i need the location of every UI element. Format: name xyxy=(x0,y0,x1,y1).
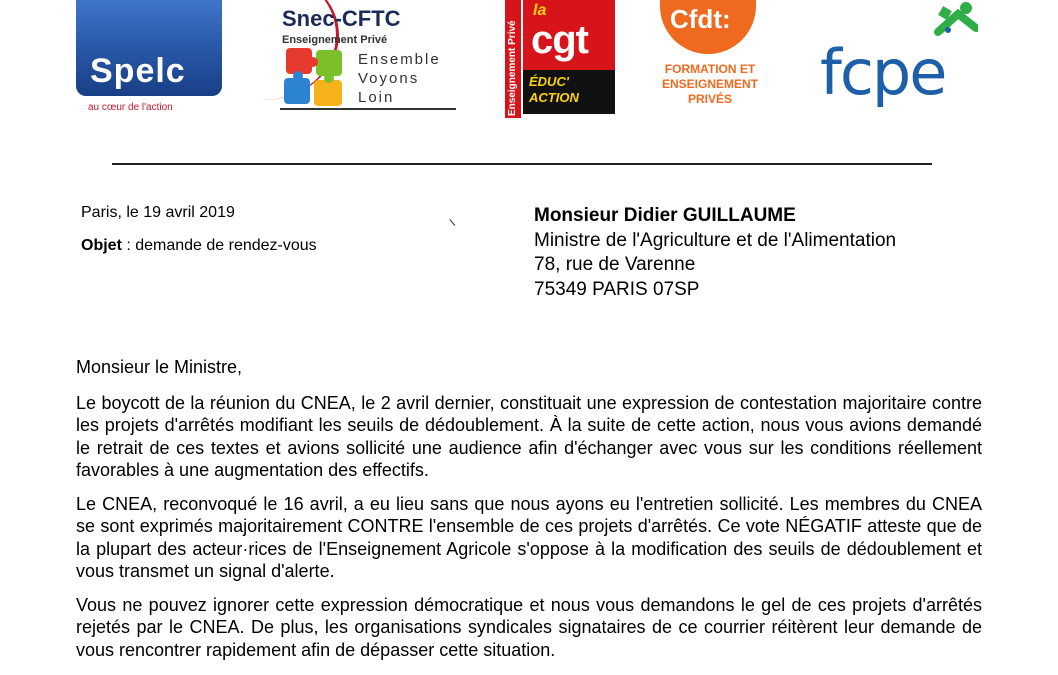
spelc-logo-name: Spelc xyxy=(90,52,186,90)
cgt-logo-line2: ACTION xyxy=(529,90,579,105)
cfdt-tag-line3: PRIVÉS xyxy=(687,92,732,106)
cgt-logo-side-band xyxy=(505,0,521,118)
paragraph-1: Le boycott de la réunion du CNEA, le 2 avril dernier, constituait une expression de contestation majoritaire contre les projets d'arrêtés modifiant les seuils de dédoublement. À la suite de cette action, nous vous avions demandé le retrait de ces textes et avions sollicité une audience afin d'échanger avec vous sur les conditions réellement favorables à une augmentation des effectifs. xyxy=(76,392,982,480)
snec-logo-subtitle: Enseignement Privé xyxy=(282,34,388,46)
paragraph-3: Vous ne pouvez ignorer cette expression démocratique et nous vous demandons le gel de ces projets d'arrêtés rejetés par le CNEA. De plus, les organisations syndicales signataires de ce courrier réitèrent leur demande de vous rencontrer rapidement afin de dépasser cette situation. xyxy=(76,594,982,660)
puzzle-icon xyxy=(282,46,348,108)
snec-word-1: Ensemble xyxy=(358,51,441,68)
subject-line xyxy=(81,237,317,255)
cgt-logo-la: la xyxy=(533,2,547,19)
header-divider xyxy=(112,163,932,165)
snec-logo-words xyxy=(358,50,441,107)
cfdt-logo-tagline xyxy=(660,62,760,107)
people-figure-icon xyxy=(878,0,978,40)
fcpe-logo-name: fcpe xyxy=(820,36,946,109)
cgt-logo-educ-action xyxy=(529,74,579,106)
spelc-logo-tagline: au cœur de l'action xyxy=(88,102,173,113)
cgt-logo xyxy=(505,0,617,118)
recipient-address xyxy=(534,204,896,302)
cfdt-logo-name: Cfdt: xyxy=(670,4,731,34)
cgt-logo-line1: ÉDUC' xyxy=(529,74,569,89)
fcpe-logo xyxy=(818,0,983,125)
place-date: Paris, le 19 avril 2019 xyxy=(81,204,235,221)
snec-logo-underline xyxy=(280,108,456,110)
recipient-title: Ministre de l'Agriculture et de l'Alimentation xyxy=(534,229,897,251)
paragraph-2: Le CNEA, reconvoqué le 16 avril, a eu lieu sans que nous ayons eu l'entretien sollicité. Les membres du CNEA se sont exprimés majoritairement CONTRE l'ensemble de ces projets d'arrêtés. Ce vote NÉGATIF atteste que de la plupart des acteur·rices de l'Enseignement Agricole s'oppose à la modification des seuils de dédoublement et vous transmet un signal d'alerte. xyxy=(76,493,982,581)
spelc-logo xyxy=(76,0,266,115)
recipient-city: 75349 PARIS 07SP xyxy=(534,278,700,300)
cgt-logo-vertical-text: Enseignement Privé xyxy=(507,20,518,116)
recipient-street: 78, rue de Varenne xyxy=(534,254,696,275)
snec-logo-name: Snec-CFTC xyxy=(282,6,401,31)
greeting: Monsieur le Ministre, xyxy=(76,357,243,377)
cfdt-tag-line1: FORMATION ET xyxy=(664,62,756,76)
stray-mark xyxy=(449,214,461,226)
subject-text: : demande de rendez-vous xyxy=(121,237,317,254)
letter-body xyxy=(76,356,982,672)
snec-word-2: Voyons xyxy=(358,70,420,87)
snec-word-3: Loin xyxy=(358,89,395,106)
cfdt-tag-line2: ENSEIGNEMENT xyxy=(661,77,758,91)
cfdt-logo xyxy=(660,0,760,112)
cgt-logo-name: cgt xyxy=(531,18,588,62)
subject-label: Objet xyxy=(81,237,122,254)
recipient-name: Monsieur Didier GUILLAUME xyxy=(534,205,796,226)
snec-cftc-logo xyxy=(280,0,460,112)
